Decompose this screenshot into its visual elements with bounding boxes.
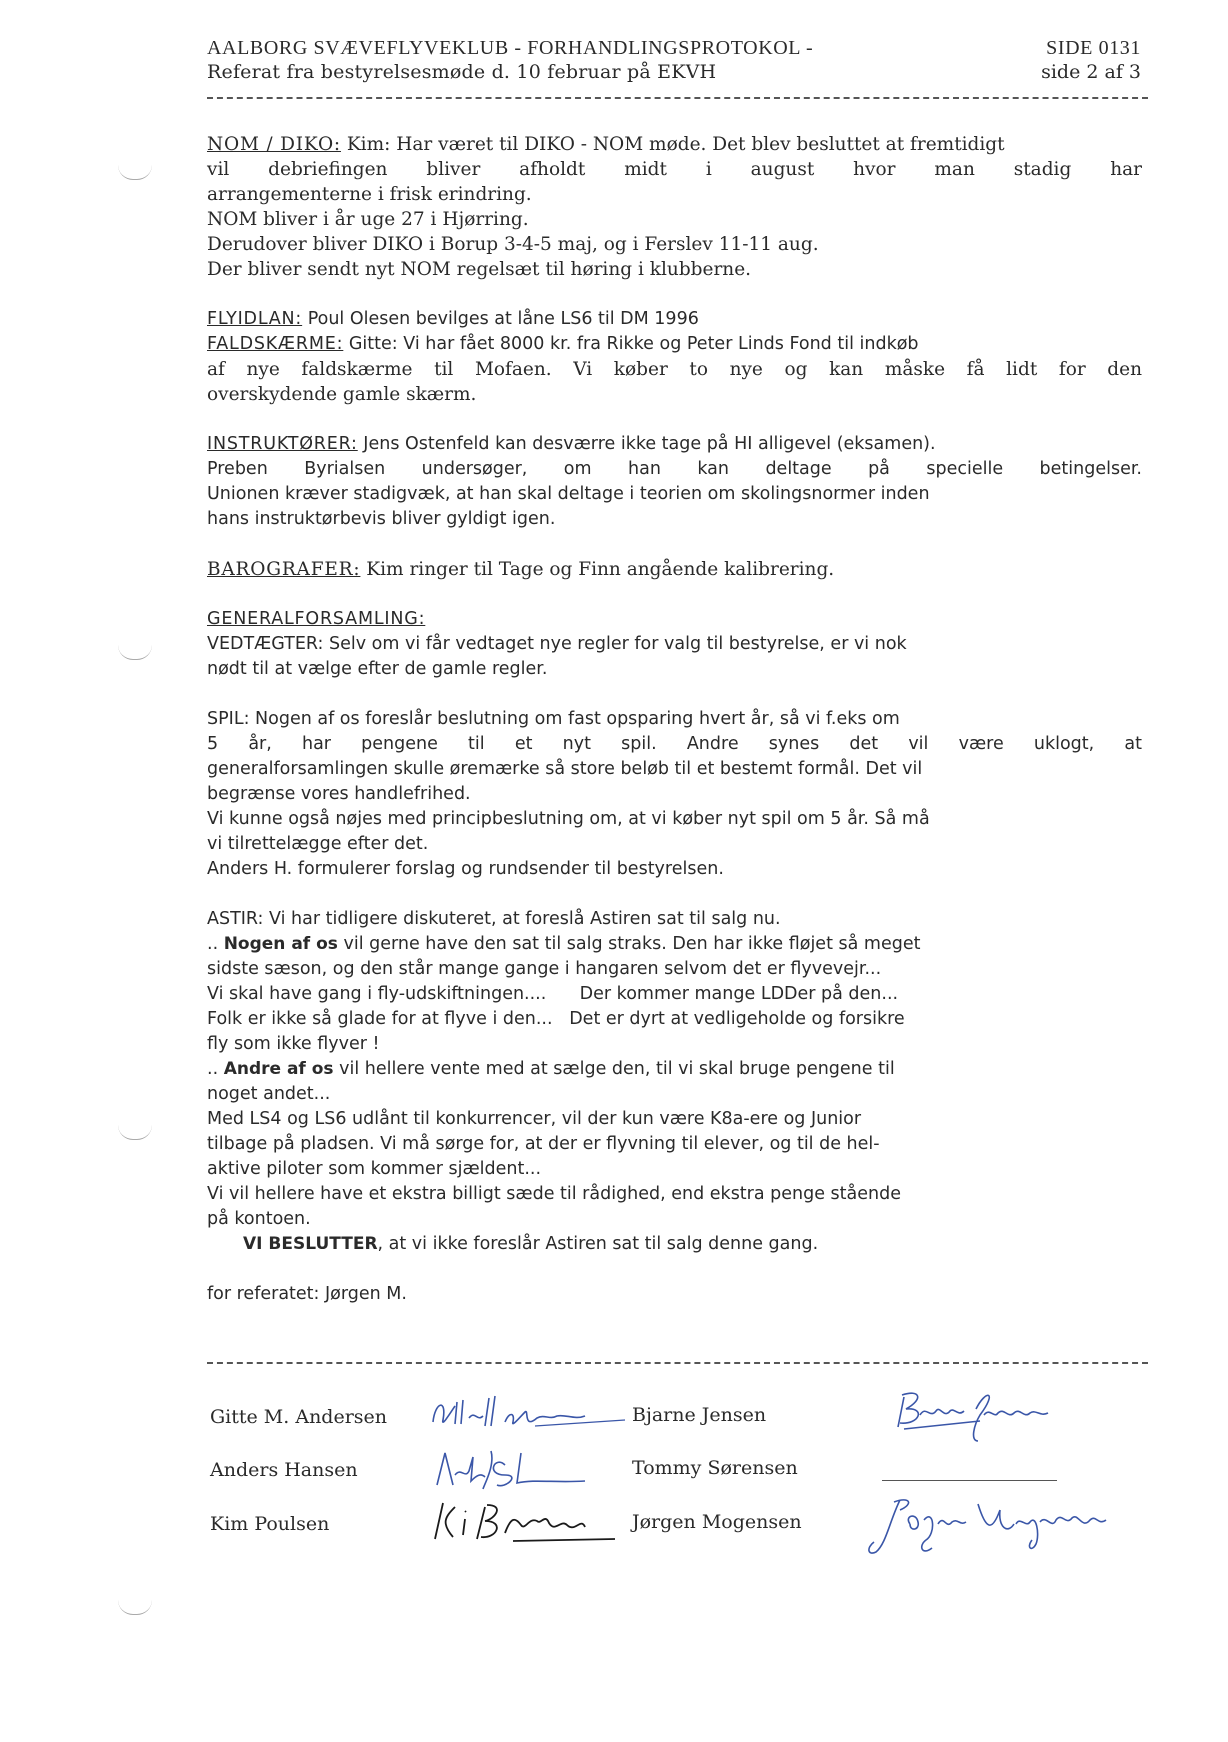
signatory-name: Gitte M. Andersen [210, 1406, 388, 1428]
text-line: Derudover bliver DIKO i Borup 3-4-5 maj, og i Ferslev 11-11 aug. [207, 234, 819, 255]
punch-mark [118, 645, 152, 660]
text-fragment: vil gerne have den sat til salg straks. Den har ikke fløjet så meget [337, 934, 921, 954]
text-line: arrangementerne i frisk erindring. [207, 184, 532, 205]
minutes-body [207, 132, 1142, 1332]
section-barografer [207, 557, 1142, 582]
text-line: Kim: Har været til DIKO - NOM møde. Det blev besluttet at fremtidigt [340, 134, 1005, 155]
subsection-label: VEDTÆGTER: [207, 634, 324, 654]
text-line: Unionen kræver stadigvæk, at han skal deltage i teorien om skolingsnormer inden [207, 484, 930, 504]
text-fragment: .. [207, 934, 224, 954]
signature-anders [425, 1445, 605, 1493]
text-line: Selv om vi får vedtaget nye regler for valg til bestyrelse, er vi nok [323, 634, 907, 654]
header-subtitle: Referat fra bestyrelsesmøde d. 10 februar på EKVH [207, 61, 717, 83]
section-label: FALDSKÆRME: [207, 334, 344, 354]
text-line: sidste sæson, og den står mange gange i hangaren selvom det er flyvevejr... [207, 959, 882, 979]
minute-taker: for referatet: Jørgen M. [207, 1284, 407, 1304]
emphasis-text: Nogen af os [223, 934, 338, 954]
section-footer [207, 1282, 1142, 1307]
text-fragment: vil hellere vente med at sælge den, til vi skal bruge pengene til [333, 1059, 895, 1079]
text-line: Vi skal have gang i fly-udskiftningen.... Der kommer mange LDDer på den... [207, 984, 899, 1004]
subsection-label: SPIL: [207, 709, 250, 729]
text-line: overskydende gamle skærm. [207, 384, 477, 405]
signature-line-blank [882, 1480, 1057, 1481]
section-label: GENERALFORSAMLING: [207, 609, 426, 629]
section-label: NOM / DIKO: [207, 134, 341, 155]
text-line: generalforsamlingen skulle øremærke så store beløb til et bestemt formål. Det vil [207, 759, 923, 779]
text-line: Vi vil hellere have et ekstra billigt sæde til rådighed, end ekstra penge stående [207, 1184, 901, 1204]
section-label: BAROGRAFER: [207, 559, 361, 580]
signature-gitte [425, 1392, 630, 1436]
text-line: Poul Olesen bevilges at låne LS6 til DM 1996 [302, 309, 699, 329]
section-spil [207, 707, 1142, 882]
header-left [207, 36, 813, 84]
text-line: hans instruktørbevis bliver gyldigt igen. [207, 509, 556, 529]
signatory-name: Anders Hansen [210, 1459, 358, 1481]
text-line: Der bliver sendt nyt NOM regelsæt til høring i klubberne. [207, 259, 752, 280]
text-line: fly som ikke flyver ! [207, 1034, 380, 1054]
text-fragment: .. [207, 1059, 224, 1079]
signatory-name: Tommy Sørensen [632, 1457, 798, 1479]
text-line: Jens Ostenfeld kan desværre ikke tage på HI alligevel (eksamen). [357, 434, 936, 454]
header-title: AALBORG SVÆVEFLYVEKLUB - FORHANDLINGSPROTOKOL - [207, 37, 814, 59]
text-line: Vi har tidligere diskuteret, at foreslå Astiren sat til salg nu. [263, 909, 781, 929]
signature-bjarne [880, 1385, 1090, 1445]
signatory-name: Jørgen Mogensen [632, 1511, 802, 1533]
text-line: noget andet... [207, 1084, 331, 1104]
section-label: INSTRUKTØRER: [207, 434, 358, 454]
text-line: Med LS4 og LS6 udlånt til konkurrencer, vil der kun være K8a-ere og Junior [207, 1109, 862, 1129]
text-line: Preben Byrialsen undersøger, om han kan deltage på specielle betingelser. [207, 459, 1142, 479]
page-of: side 2 af 3 [1041, 61, 1141, 83]
text-line: nødt til at vælge efter de gamle regler. [207, 659, 548, 679]
punch-mark [118, 1600, 152, 1615]
page-id: SIDE 0131 [1046, 37, 1141, 59]
header-right [1041, 36, 1141, 84]
section-nom-diko [207, 132, 1142, 282]
text-line: NOM bliver i år uge 27 i Hjørring. [207, 209, 529, 230]
header-rule [207, 97, 1148, 99]
text-line: Gitte: Vi har fået 8000 kr. fra Rikke og Peter Linds Fond til indkøb [343, 334, 919, 354]
emphasis-text: Andre af os [223, 1059, 334, 1079]
signatory-name: Kim Poulsen [210, 1513, 330, 1535]
section-label: FLYIDLAN: [207, 309, 303, 329]
decision-label: VI BESLUTTER [243, 1234, 378, 1254]
decision-text: , at vi ikke foreslår Astiren sat til salg denne gang. [377, 1234, 819, 1254]
text-line: begrænse vores handlefrihed. [207, 784, 471, 804]
section-generalforsamling [207, 607, 1142, 682]
signature-rule [207, 1362, 1148, 1364]
text-line: vi tilrettelægge efter det. [207, 834, 429, 854]
text-line: vil debriefingen bliver afholdt midt i august hvor man stadig har [207, 159, 1142, 180]
text-line: 5 år, har pengene til et nyt spil. Andre synes det vil være uklogt, at [207, 734, 1142, 754]
punch-mark [118, 1125, 152, 1140]
signatory-name: Bjarne Jensen [632, 1404, 767, 1426]
section-astir [207, 907, 1142, 1257]
signature-kim [425, 1497, 615, 1545]
subsection-label: ASTIR: [207, 909, 264, 929]
text-line: aktive piloter som kommer sjældent... [207, 1159, 542, 1179]
text-line: Vi kunne også nøjes med principbeslutning om, at vi køber nyt spil om 5 år. Så må [207, 809, 930, 829]
text-line: på kontoen. [207, 1209, 311, 1229]
text-line: tilbage på pladsen. Vi må sørge for, at der er flyvning til elever, og til de hel- [207, 1134, 880, 1154]
signature-jorgen [860, 1490, 1140, 1560]
text-line: Folk er ikke så glade for at flyve i den... Det er dyrt at vedligeholde og forsikre [207, 1009, 905, 1029]
text-line: Nogen af os foreslår beslutning om fast opsparing hvert år, så vi f.eks om [249, 709, 900, 729]
text-line: Anders H. formulerer forslag og rundsender til bestyrelsen. [207, 859, 724, 879]
section-flyidlan [207, 307, 1142, 407]
punch-mark [118, 165, 152, 180]
text-line: Kim ringer til Tage og Finn angående kalibrering. [360, 559, 835, 580]
section-instruktorer [207, 432, 1142, 532]
text-line: af nye faldskærme til Mofaen. Vi køber to nye og kan måske få lidt for den [207, 359, 1142, 380]
